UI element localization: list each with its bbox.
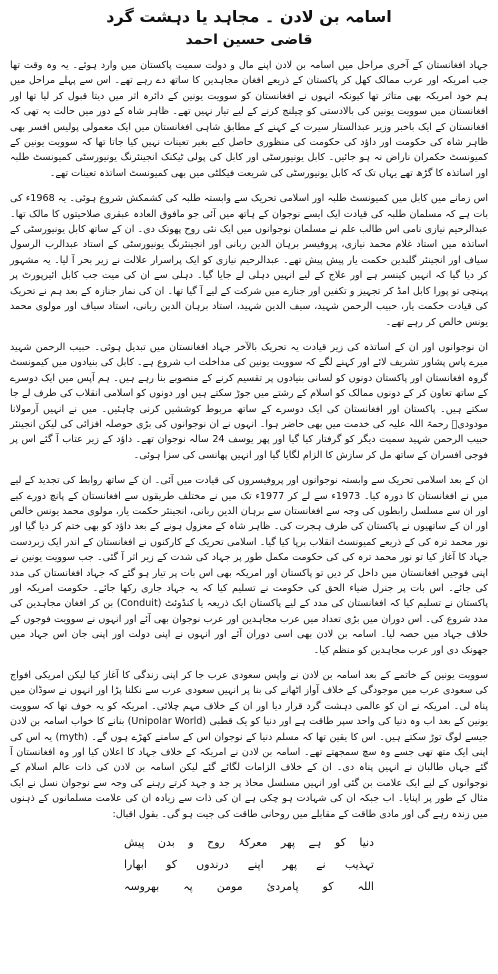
poem-line: تہذیب نے پھر اپنے درندوں کو ابھارا (124, 858, 374, 872)
poem-line: دنیا کو ہے پھر معرکۂ روح و بدن پیش (124, 836, 374, 850)
poem-couplet (124, 832, 374, 898)
article-paragraph: سوویت یونین کے خاتمے کے بعد اسامہ بن لادن نے واپس سعودی عرب جا کر اپنی زندگی کا آغاز کیا لیکن امریکی افواج کی سعودی عرب میں موجودگی کے خلاف آواز اٹھانے کی بنا پر انہیں سعودی عرب سے نکلنا پڑا اور انہوں نے سوڈان میں پناہ لی۔ امریکہ نے ان کو عالمی دہشت گرد قرار دیا اور ان کے خلاف مہم چلائی۔ امریکہ کو یہ خوف تھا کہ سوویت یونین کے بعد اب وہ دنیا کی واحد سپر طاقت ہے اور دنیا کو یک قطبی (Unipolar World) بنانے کا خواب اسامہ بن لادن جیسے لوگ توڑ سکتے ہیں۔ اس کا یقین تھا کہ مسلم دنیا کے نوجوان اس کے سامنے کھڑے ہوں گے۔ (myth) یہ اس کی اپنی ایک متھ تھی جسے وہ سچ سمجھتے تھے۔ اسامہ بن لادن نے امریکہ کے خلاف جہاد کا اعلان کیا اور وہ افغانستان آ گئے جہاں طالبان نے انہیں پناہ دی۔ ان کے خلاف الزامات لگائے گئے لیکن اسامہ بن لادن کی ذات عالم اسلام کے نوجوانوں کے لیے ایک علامت بن گئی اور انہیں مسلسل محاذ پر جد و جہد کرتے رہنے کی وجہ سے نوجوان نسل نے ایک مثال کے طور پر اپنایا۔ اب جبکہ ان کی شہادت ہو چکی ہے ان کی ذات سے زیادہ ان کی علامت مسلمانوں کے ذہنوں میں زندہ رہے گی اور مادی طاقت کے مقابلے میں روحانی طاقت کی جیت ہو گی۔ بقول اقبال: (10, 670, 489, 820)
article-paragraph: ان نوجوانوں اور ان کے اساتذہ کی زیر قیادت یہ تحریک بالآخر جہاد افغانستان میں تبدیل ہوئی۔ حبیب الرحمن شہید میرے پاس پشاور تشریف لائے اور کہنے لگے کہ سوویت یونین کی مداخلت اب شروع ہے۔ کابل کی بنیادوں میں کیمونسٹ گروہ افغانستان اور پاکستان دونوں کو لسانی بنیادوں پر تقسیم کرنے کے منصوبے بنا رہے ہیں۔ ہم آپس میں ایک دوسرے کے ساتھ تعاون کر کے دونوں ممالک کو اسلام کے رشتے میں جوڑ سکتے ہیں اور دونوں کو اسلامی انقلاب کی طرف لے جا سکتے ہیں۔ پاکستان اور افغانستان کی ایک دوسرے کے ساتھ مربوط کوششیں کرنی چاہئیں۔ میں نے انہیں آرمولانا مودودیؒ رحمۃ اللہ علیہ کی خدمت میں بھی حاضر ہوا۔ انہوں نے ان نوجوانوں کی بڑی حوصلہ افزائی کی لیکن انجینئر حبیب الرحمن شہید سمیت دیگر کو گرفتار کیا گیا اور پھر یوسف 24 سالہ نوجوان تھے۔ داؤد کے زیر عتاب آ گئے اس پر فوجی افسران کے ساتھ مل کر سازش کا الزام لگایا گیا اور انہیں پھانسی کی سزا ہوئی۔ (10, 341, 488, 461)
article-title: اسامہ بن لادن ۔ مجاہد یا دہشت گرد (106, 7, 392, 26)
author-name: قاضی حسین احمد (185, 32, 313, 48)
article-paragraph: اس زمانے میں کابل میں کمیونسٹ طلبہ اور اسلامی تحریک سے وابستہ طلبہ کی کشمکش شروع ہوئی۔ یہ 1968ء کی بات ہے کہ مسلمان طلبہ کی قیادت ایک ایسے نوجوان کے ہاتھ میں آئی جو مافوق العادہ عبقری صلاحیتوں کا مالک تھا۔ عبدالرحیم نیازی نامی اس طالب علم نے مسلمان نوجوانوں میں ایک نئی روح پھونک دی۔ ان کے ساتھ کابل یونیورسٹی کے اساتذہ میں استاد غلام محمد نیازی، پروفیسر برہان الدین ربانی اور انجینئرنگ یونیورسٹی کے استاد عبدالرب الرسول سیاف اور انجینئر گلبدین حکمت یار پیش پیش تھے۔ عبدالرحیم نیازی کو ایک پراسرار علالت نے زیر بحر آ لیا۔ یہ مشہور کر دیا گیا کہ انہیں کینسر ہے اور علاج کے لیے انہیں دہلی لے جایا گیا۔ دہلی سے ان کی میت جب کابل ائیرپورٹ پر پہنچی تو پورا کابل امڈ کر تجہیز و تکفین اور جنازے میں شرکت کے لیے آ گیا تھا۔ ان کی نماز جنازہ کے بعد ہم نے تحریک کی قیادت حکمت یار، حبیب الرحمن شہید، سیف الدین شہید، استاد برہان الدین ربانی، استاد سیاف اور مولوی محمد یونس خالص کر رہے تھے۔ (10, 193, 488, 328)
article-paragraph: ان کے بعد اسلامی تحریک سے وابستہ نوجوانوں اور پروفیسروں کی قیادت میں آئی۔ ان کے ساتھ روابط کی تجدید کے لیے میں نے افغانستان کا دورہ کیا۔ 1973ء سے لے کر 1977ء تک میں نے مختلف طریقوں سے افغانستان کے پانچ دورے کیے اور ان سے مسلسل رابطوں کی وجہ سے افغانستان سے برہان الدین ربانی، انجینئر حکمت یار، مولوی محمد یونس خالص اور ان کے ساتھیوں نے پاکستان کی طرف ہجرت کی۔ ظاہر شاہ کے معزول ہونے کے بعد داؤد کو بھی ختم کر دیا گیا اور نور محمد ترہ کی کے ذریعے کمیونسٹ انقلاب برپا کیا گیا۔ اسلامی تحریک کے کارکنوں نے افغانستان کے اندر ایک زبردست جہاد کا آغاز کیا تو نور محمد ترہ کی کی حکومت مکمل طور پر جہاد کی شدت کے زیر اثر آ گئی۔ جب سوویت یونین نے اپنی فوجیں افغانستان میں داخل کر دیں تو پاکستان اور امریکہ بھی اس بات پر تیار ہو گئے کہ جہاد افغانستان کی مدد کی جائے۔ اس بات پر جنرل ضیاء الحق کی حکومت نے تسلیم کیا کہ یہ جہاد جاری رکھا جائے۔ حکومت امریکہ اور پاکستان نے تسلیم کیا کہ افغانستان کی مدد کے لیے پاکستان ایک ذریعہ یا کنڈوئٹ (Conduit) بن کر افغان مجاہدین کی مدد شروع کی۔ اس دوران میں بڑی تعداد میں عرب مجاہدین اور عرب نوجوان بھی آئے اور انہوں نے سوویت فوجوں کے خلاف جہاد میں حصہ لیا۔ اسامہ بن لادن بھی اسی دوران آئے اور انہوں نے اپنی دولت اور اپنی جان اس جہاد میں جھونک دی اور عرب مجاہدین کو منظم کیا۔ (10, 475, 488, 656)
article-paragraph: جہاد افغانستان کے آخری مراحل میں اسامہ بن لادن اپنے مال و دولت سمیت پاکستان میں وارد ہوئے۔ یہ وہ وقت تھا جب امریکہ اور عرب ممالک کھل کر پاکستان کے ذریعے افغان مجاہدین کا ساتھ دے رہے تھے۔ اس سے پہلے مراحل میں ہم خود امریکہ بھی متاثر تھا کیونکہ انہوں نے افغانستان کو سوویت یونین کے دائرہ اثر میں دیتا قبول کر لیا تھا اور افغانستان میں سوویت یونین کی بالادستی کو چیلنج کرنے کے لیے تیار نہیں تھے۔ ظاہر شاہ کے دور میں حالت یہ تھی کہ افغانستان کے ایک باخبر وزیر عبدالستار سیرت کے کہنے کے مطابق شاہی افغانستان میں ایک معمولی پولیس افسر بھی ظاہر شاہ کی حکومت اور داؤد کی حکومت کی منظوری حاصل کیے بغیر تعینات نہیں کیا جاتا تھا کہ سوویت یونین کے کمیونسٹ حکمران ناراض نہ ہو جائیں۔ کابل یونیورسٹی اور کابل کی پولی ٹیکنک انجینئرنگ یونیورسٹی کمیونسٹ طلبہ اور اساتذہ کا گڑھ تھے یہاں تک کہ کابل یونیورسٹی کی شریعت فیکلٹی میں بھی کمیونسٹ اساتذہ تعینات تھے۔ (10, 60, 488, 179)
poem-line: اللہ کو پامردیٔ مومن پہ بھروسہ (124, 880, 374, 894)
